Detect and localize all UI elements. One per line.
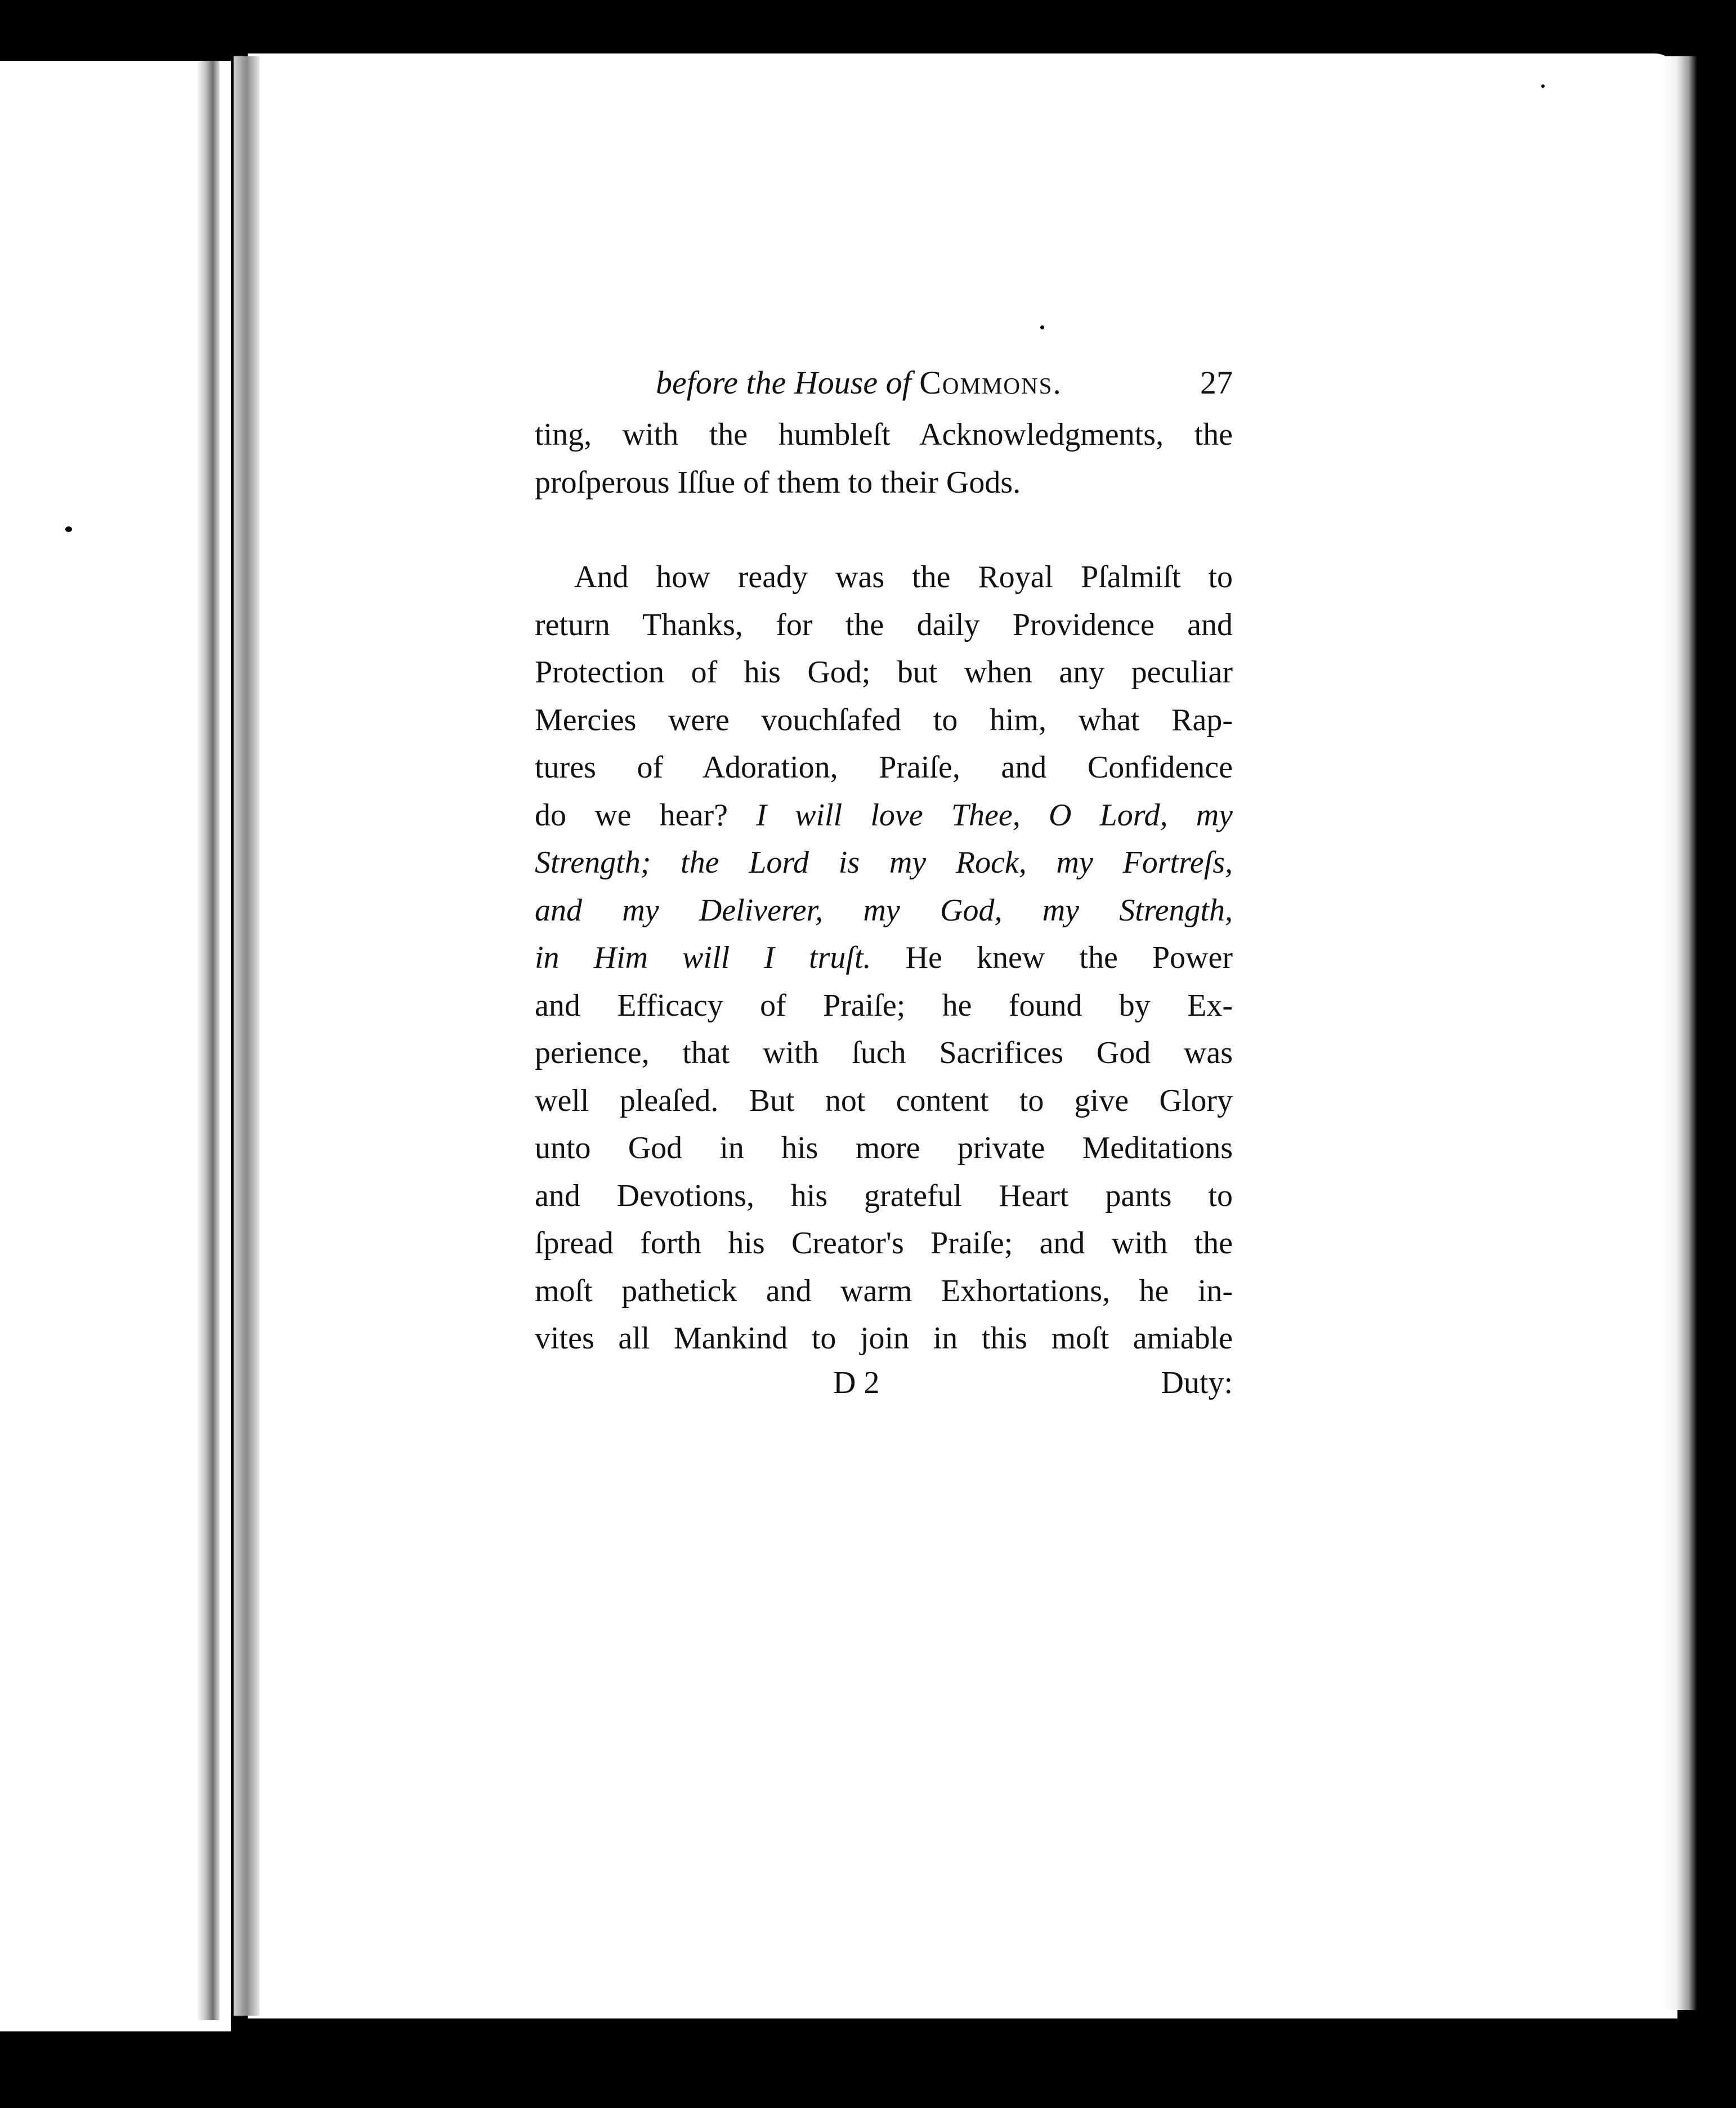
signature-mark: D 2 [833, 1365, 880, 1400]
running-title-italic: before the House of [656, 364, 911, 401]
page-edge-shadow [1663, 56, 1697, 2010]
ink-speck [1040, 325, 1044, 329]
text-line: return Thanks, for the daily Providence and [535, 607, 1233, 642]
text-line: ting, with the humbleſt Acknowledgments, the [535, 417, 1233, 452]
text-roman: do we hear? [535, 797, 728, 833]
paragraph-2 [535, 553, 1233, 1363]
text-line [535, 934, 1233, 982]
text-line: And how ready was the Royal Pſalmiſt to [574, 560, 1233, 595]
scripture-quote: in Him will I truſt. [535, 940, 871, 975]
paragraph-1 [535, 411, 1233, 506]
text-line: and Efficacy of Praiſe; he found by Ex- [535, 988, 1233, 1023]
text-roman: He knew the Power [905, 940, 1233, 975]
running-head [535, 360, 1233, 411]
page-text [535, 360, 1233, 1412]
text-line: tures of Adoration, Praiſe, and Confidence [535, 750, 1233, 785]
page-number: 27 [1200, 364, 1233, 401]
facing-page-edge [0, 61, 231, 2031]
running-title-caps: Commons. [919, 364, 1062, 401]
scripture-quote-line: Strength; the Lord is my Rock, my Fortreſs, [535, 845, 1233, 880]
page-footer [535, 1365, 1233, 1412]
text-line: proſperous Iſſue of them to their Gods. [535, 465, 1021, 500]
text-line: and Devotions, his grateful Heart pants to [535, 1178, 1233, 1213]
binding-gutter [234, 56, 259, 2016]
catchword: Duty: [1161, 1365, 1233, 1400]
running-title [656, 364, 1062, 401]
scripture-quote: I will love Thee, O Lord, my [756, 797, 1233, 833]
text-line: perience, that with ſuch Sacrifices God was [535, 1035, 1233, 1070]
ink-speck [65, 526, 72, 532]
ink-speck [1541, 84, 1545, 88]
paragraph-gap [535, 506, 1233, 553]
text-line: unto God in his more private Meditations [535, 1131, 1233, 1165]
text-line: ſpread forth his Creator's Praiſe; and with the [535, 1226, 1233, 1261]
scripture-quote-line: and my Deliverer, my God, my Strength, [535, 892, 1233, 928]
gutter-shadow [197, 61, 220, 2020]
text-line: Protection of his God; but when any peculiar [535, 655, 1233, 690]
text-line [535, 792, 1233, 839]
text-line: vites all Mankind to join in this moſt amiable [535, 1321, 1233, 1356]
text-line: moſt pathetick and warm Exhortations, he in- [535, 1273, 1233, 1308]
text-line: Mercies were vouchſafed to him, what Rap- [535, 702, 1233, 738]
text-line: well pleaſed. But not content to give Glory [535, 1083, 1233, 1118]
